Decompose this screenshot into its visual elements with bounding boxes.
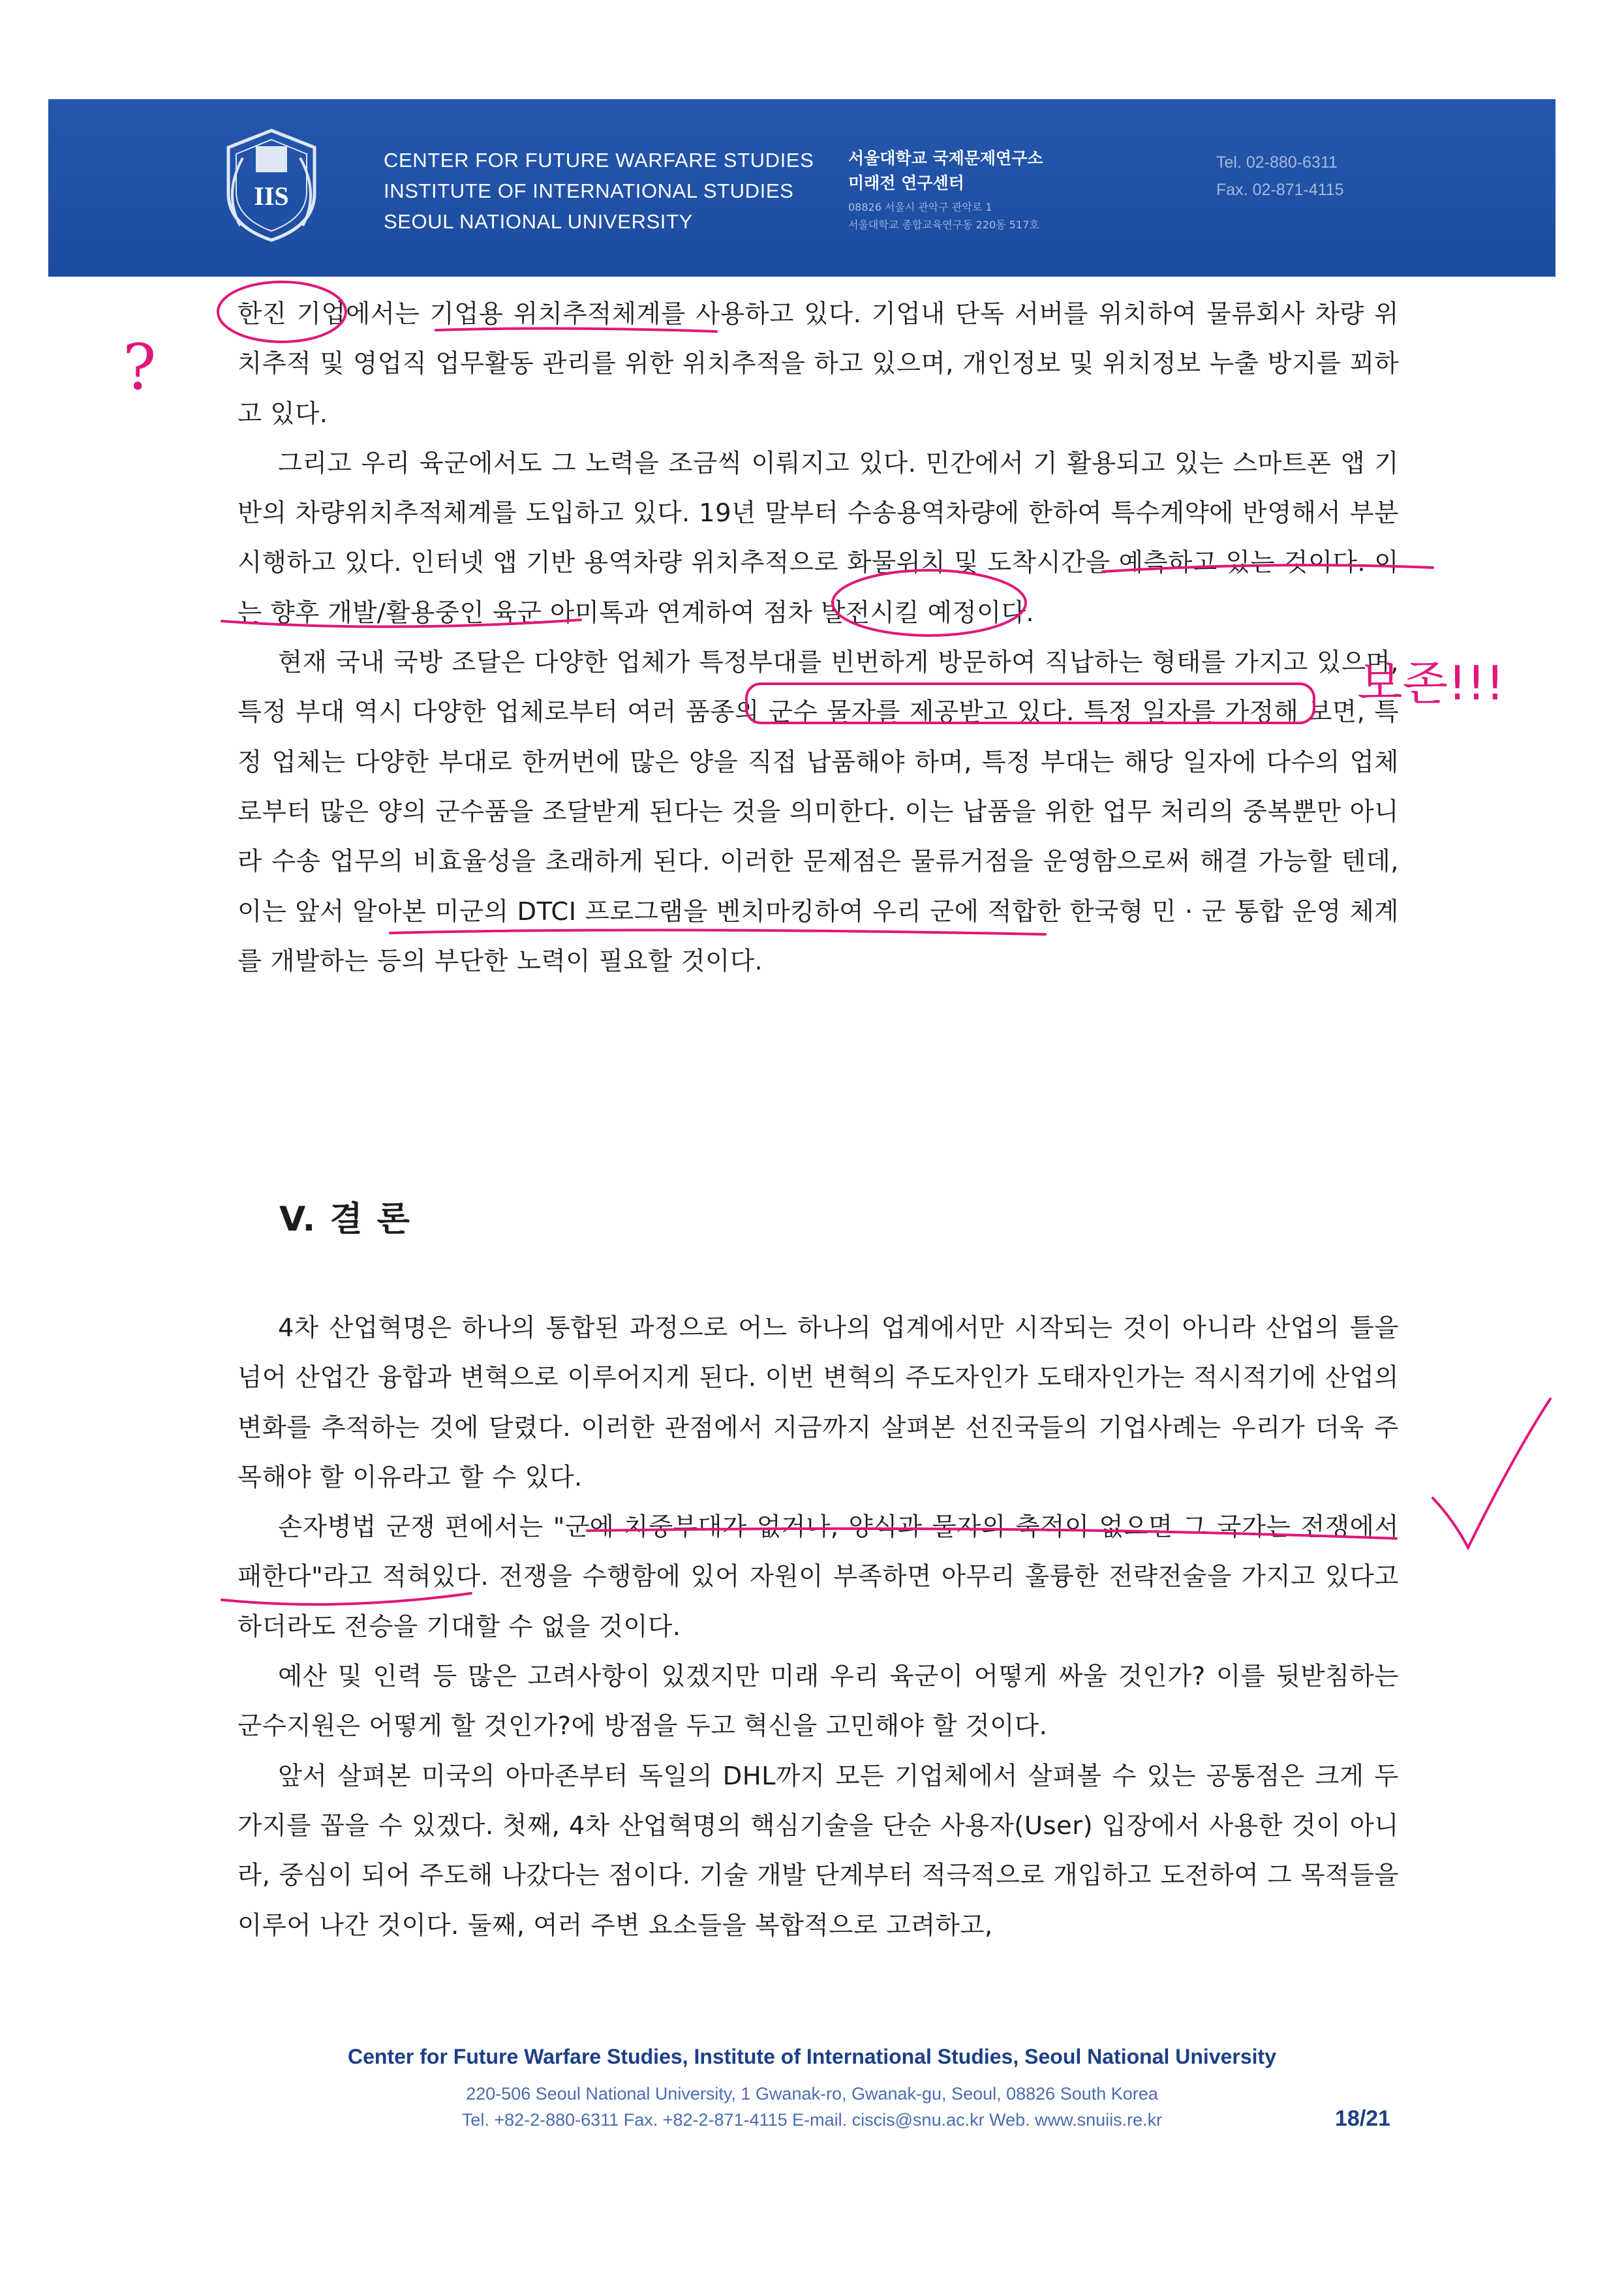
paragraph-industry4: 4차 산업혁명은 하나의 통합된 과정으로 어느 하나의 업계에서만 시작되는 것이 아니라 산업의 틀을 넘어 산업간 융합과 변혁으로 이루어지게 된다. 이번 변혁의 주도자인가 도태자인가는 적시적기에 산업의 변화를 추적하는 것에 달렸다. 이러한 관점에서 지금까지 살펴본 선진국들의 기업사례는 우리가 더욱 주목해야 할 이유라고 할 수 있다. — [237, 1313, 1399, 1492]
header-contact — [1216, 149, 1344, 204]
header-address — [848, 198, 1039, 234]
side-note-preserve: 보존!!! — [1357, 656, 1505, 711]
header-banner — [48, 99, 1555, 277]
header-kr-line2: 미래전 연구센터 — [848, 174, 964, 192]
footer-contact: Tel. +82-2-880-6311 Fax. +82-2-871-4115 E-mail. ciscis@snu.ac.kr Web. www.snuiis.re.kr — [461, 2110, 1163, 2130]
question-mark-note: ? — [123, 331, 157, 404]
paragraph-sunzi: 손자병법 군쟁 편에서는 "군에 치중부대가 없거나, 양식과 물자의 축적이 없으면 그 국가는 전쟁에서 패한다"라고 적혀있다. 전쟁을 수행함에 있어 자원이 부족하면 아무리 훌륭한 전략전술을 가지고 있다고 하더라도 전승을 기대할 수 없을 것이다. — [237, 1512, 1399, 1642]
paragraph-hanjin: 한진 기업에서는 기업용 위치추적체계를 사용하고 있다. 기업내 단독 서버를 위치하여 물류회사 차량 위치추적 및 영업직 업무활동 관리를 위한 위치추적을 하고 있으며, 개인정보 및 위치정보 누출 방지를 꾀하고 있다. — [237, 299, 1399, 429]
paragraph-procurement: 현재 국내 국방 조달은 다양한 업체가 특정부대를 빈번하게 방문하여 직납하는 형태를 가지고 있으며, 특정 부대 역시 다양한 업체로부터 여러 품종의 군수 물자를 제공받고 있다. 특정 일자를 가정해 보면, 특정 업체는 다양한 부대로 한꺼번에 많은 양을 직접 납품해야 하며, 특정 부대는 해당 일자에 다수의 업체로부터 많은 양의 군수품을 조달받게 된다는 것을 의미한다. 이는 납품을 위한 업무 처리의 중복뿐만 아니라 수송 업무의 비효율성을 초래하게 된다. 이러한 문제점은 물류거점을 운영함으로써 해결 가능할 텐데, 이는 앞서 알아본 미군의 DTCI 프로그램을 벤치마킹하여 우리 군에 적합한 한국형 민 · 군 통합 운영 체계를 개발하는 등의 부단한 노력이 필요할 것이다. — [237, 648, 1399, 976]
header-tel: Tel. 02-880-6311 — [1216, 153, 1338, 172]
section-title-conclusion: V. 결 론 — [279, 1200, 411, 1239]
conclusion-body — [237, 1304, 1399, 1951]
header-fax: Fax. 02-871-4115 — [1216, 181, 1344, 199]
header-institute-korean — [848, 146, 1043, 196]
header-kr-line1: 서울대학교 국제문제연구소 — [848, 149, 1043, 168]
footer-institution: Center for Future Warfare Studies, Institute of International Studies, Seoul National University — [347, 2045, 1276, 2068]
header-en-line1: CENTER FOR FUTURE WARFARE STUDIES — [384, 149, 814, 172]
footer-address: 220-506 Seoul National University, 1 Gwanak-ro, Gwanak-gu, Seoul, 08826 South Korea — [466, 2084, 1158, 2104]
paragraph-army-tracking: 그리고 우리 육군에서도 그 노력을 조금씩 이뤄지고 있다. 민간에서 기 활용되고 있는 스마트폰 앱 기반의 차량위치추적체계를 도입하고 있다. 19년 말부터 수송용역차량에 한하여 특수계약에 반영해서 부분 시행하고 있다. 인터넷 앱 기반 용역차량 위치추적으로 화물위치 및 도착시간을 예측하고 있는 것이다. 이는 향후 개발/활용중인 육군 아미톡과 연계하여 점차 발전시킬 예정이다. — [237, 448, 1399, 628]
university-seal-icon — [217, 128, 326, 243]
svg-text:IIS: IIS — [254, 181, 289, 211]
paragraph-budget: 예산 및 인력 등 많은 고려사항이 있겠지만 미래 우리 육군이 어떻게 싸울 것인가? 이를 뒷받침하는 군수지원은 어떻게 할 것인가?에 방점을 두고 혁신을 고민해야 할 것이다. — [237, 1662, 1399, 1741]
header-en-line2: INSTITUTE OF INTERNATIONAL STUDIES — [384, 179, 794, 202]
paragraph-common-points: 앞서 살펴본 미국의 아마존부터 독일의 DHL까지 모든 기업체에서 살펴볼 수 있는 공통점은 크게 두 가지를 꼽을 수 있겠다. 첫째, 4차 산업혁명의 핵심기술을 단순 사용자(User) 입장에서 사용한 것이 아니라, 중심이 되어 주도해 나갔다는 점이다. 기술 개발 단계부터 적극적으로 개입하고 도전하여 그 목적들을 이루어 나간 것이다. 둘째, 여러 주변 요소들을 복합적으로 고려하고, — [237, 1761, 1399, 1940]
header-addr-line1: 08826 서울시 관악구 관악로 1 — [848, 201, 992, 213]
header-en-line3: SEOUL NATIONAL UNIVERSITY — [384, 210, 693, 233]
document-body — [237, 290, 1399, 987]
checkmark-icon — [1433, 1399, 1550, 1548]
header-addr-line2: 서울대학교 종합교육연구동 220동 517호 — [848, 219, 1039, 231]
page-number: 18/21 — [1335, 2106, 1391, 2131]
header-institute-english — [384, 145, 814, 237]
